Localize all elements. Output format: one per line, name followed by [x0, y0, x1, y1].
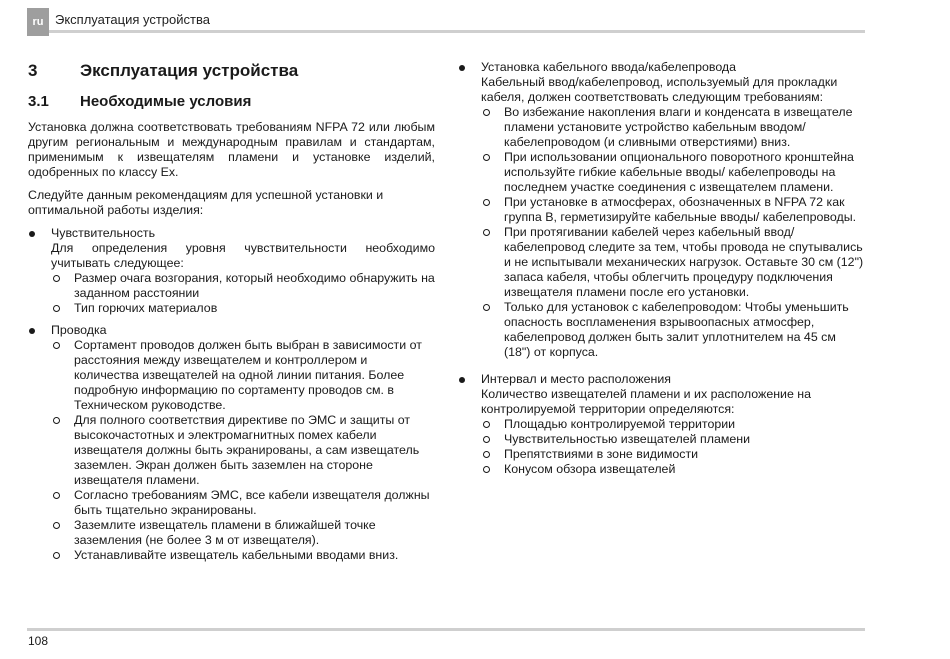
bullet-title: Установка кабельного ввода/кабелепровода — [481, 60, 737, 74]
bullet-dot-icon — [29, 231, 35, 237]
sub-item-text: Для полного соответствия директиве по ЭМС и защиты от высокочастотных и электромагнитных помех кабели извещателя должны быть экранированы, а сам извещатель заземлен. Экран должен быть заземлен на стороне извещателя пламени. — [74, 413, 420, 487]
section-heading — [28, 60, 435, 82]
bullet-item — [28, 226, 435, 316]
sub-item — [481, 432, 865, 447]
sub-item — [51, 548, 435, 563]
sub-item-text: Площадью контролируемой территории — [504, 417, 736, 431]
footer-rule — [27, 628, 865, 631]
bullet-text: Для определения уровня чувствительности необходимо учитывать следующее: — [51, 241, 435, 270]
header-title: Эксплуатация устройства — [55, 12, 210, 27]
circle-bullet-icon — [483, 421, 490, 428]
sub-item-text: Размер очага возгорания, который необходимо обнаружить на заданном расстоянии — [74, 271, 435, 300]
sub-item — [481, 300, 865, 360]
sub-item — [481, 462, 865, 477]
bullet-text: Кабельный ввод/кабелепровод, используемый для прокладки кабеля, должен соответствовать следующим требованиям: — [481, 75, 838, 104]
header-rule — [49, 30, 865, 33]
circle-bullet-icon — [53, 342, 60, 349]
sub-item — [51, 413, 435, 488]
bullet-dot-icon — [29, 328, 35, 334]
circle-bullet-icon — [483, 109, 490, 116]
circle-bullet-icon — [483, 154, 490, 161]
circle-bullet-icon — [53, 522, 60, 529]
bullet-item — [458, 372, 865, 477]
sub-item-text: При использовании опционального поворотного кронштейна используйте гибкие кабельные вводы/ кабелепроводы на последнем участке соединения с извещателем пламени. — [504, 150, 854, 194]
bullet-title: Проводка — [51, 323, 107, 337]
sub-item — [481, 225, 865, 300]
sub-item — [481, 150, 865, 195]
bullet-dot-icon — [459, 65, 465, 71]
sub-item — [481, 195, 865, 225]
subsection-title: Необходимые условия — [80, 93, 252, 110]
circle-bullet-icon — [483, 466, 490, 473]
page-header — [27, 8, 865, 36]
circle-bullet-icon — [483, 229, 490, 236]
circle-bullet-icon — [53, 417, 60, 424]
sub-item-text: Тип горючих материалов — [74, 301, 218, 315]
circle-bullet-icon — [53, 305, 60, 312]
intro-paragraph: Установка должна соответствовать требованиям NFPA 72 или любым другим региональным и международным правилам и стандартам, применимым к извещателям пламени и установке изделий, одобренных по классу Ex. — [28, 120, 435, 179]
bullet-item — [458, 60, 865, 360]
sub-item-text: Устанавливайте извещатель кабельными вводами вниз. — [74, 548, 399, 562]
left-column — [28, 60, 435, 570]
sub-item-text: Конусом обзора извещателей — [504, 462, 676, 476]
sub-item — [481, 417, 865, 432]
sub-item — [51, 271, 435, 301]
sub-item-text: При протягивании кабелей через кабельный ввод/ кабелепровод следите за тем, чтобы провода не спутывались и не испытывали механических нагрузок. Оставьте 30 см (12") запаса кабеля, чтобы облегчить процедуру подключения извещателя пламени после его установки. — [504, 225, 864, 299]
sub-item-text: Чувствительностью извещателей пламени — [504, 432, 751, 446]
subsection-number: 3.1 — [28, 93, 49, 110]
section-title: Эксплуатация устройства — [80, 61, 299, 80]
subsection-heading — [28, 92, 435, 111]
sub-item-text: Только для установок с кабелепроводом: Чтобы уменьшить опасность воспламенения взрывоопасных атмосфер, кабелепровод должен быть залит уплотнителем на 45 см (18") от корпуса. — [504, 300, 849, 359]
circle-bullet-icon — [483, 436, 490, 443]
sub-item-text: При установке в атмосферах, обозначенных в NFPA 72 как группа B, герметизируйте кабельные вводы/ кабелепроводы. — [504, 195, 857, 224]
sub-item — [481, 105, 865, 150]
sub-item — [481, 447, 865, 462]
circle-bullet-icon — [483, 304, 490, 311]
sub-item-text: Сортамент проводов должен быть выбран в зависимости от расстояния между извещателем и контроллером и количества извещателей на одной линии питания. Более подробную информацию по сортаменту проводов см. в Техническом руководстве. — [74, 338, 422, 412]
sub-item — [51, 488, 435, 518]
sub-item-text: Заземлите извещатель пламени в ближайшей точке заземления (не более 3 м от извещателя). — [74, 518, 376, 547]
sub-item — [51, 338, 435, 413]
bullet-item — [28, 323, 435, 563]
bullet-dot-icon — [459, 377, 465, 383]
sub-item — [51, 301, 435, 316]
page-number: 108 — [28, 634, 49, 648]
section-number: 3 — [28, 61, 38, 80]
language-badge: ru — [27, 8, 49, 36]
bullet-title: Чувствительность — [51, 226, 156, 240]
sub-item-text: Препятствиями в зоне видимости — [504, 447, 699, 461]
circle-bullet-icon — [53, 492, 60, 499]
sub-item — [51, 518, 435, 548]
sub-item-text: Согласно требованиям ЭМС, все кабели извещателя должны быть тщательно экранированы. — [74, 488, 430, 517]
right-column — [458, 60, 865, 484]
sub-item-text: Во избежание накопления влаги и конденсата в извещателе пламени установите устройство кабельным вводом/кабелепроводом (и сливными отверстиями) вниз. — [504, 105, 853, 149]
intro-paragraph: Следуйте данным рекомендациям для успешной установки и оптимальной работы изделия: — [28, 188, 384, 217]
bullet-text: Количество извещателей пламени и их расположение на контролируемой территории определяются: — [481, 387, 812, 416]
circle-bullet-icon — [53, 552, 60, 559]
circle-bullet-icon — [53, 275, 60, 282]
circle-bullet-icon — [483, 199, 490, 206]
bullet-title: Интервал и место расположения — [481, 372, 671, 386]
circle-bullet-icon — [483, 451, 490, 458]
